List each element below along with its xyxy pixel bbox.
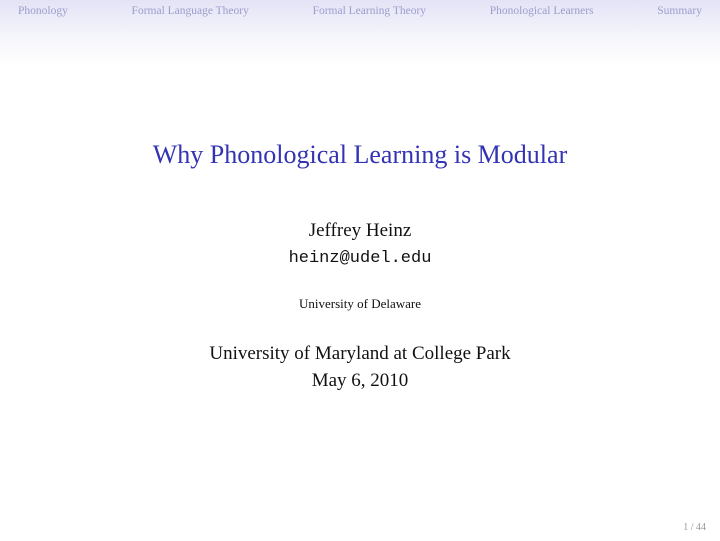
nav-item-phonology[interactable]: Phonology bbox=[18, 5, 68, 17]
slide-title: Why Phonological Learning is Modular bbox=[152, 140, 568, 169]
author-name: Jeffrey Heinz bbox=[308, 220, 412, 241]
nav-item-formal-language-theory[interactable]: Formal Language Theory bbox=[131, 5, 249, 17]
venue: University of Maryland at College Park bbox=[209, 343, 511, 364]
nav-item-formal-learning-theory[interactable]: Formal Learning Theory bbox=[312, 5, 427, 17]
presentation-date: May 6, 2010 bbox=[311, 370, 409, 391]
nav-item-summary[interactable]: Summary bbox=[657, 5, 702, 17]
nav-item-phonological-learners[interactable]: Phonological Learners bbox=[489, 5, 594, 17]
author-email: heinz@udel.edu bbox=[288, 249, 432, 268]
institution: University of Delaware bbox=[298, 296, 421, 311]
section-navigation bbox=[0, 0, 720, 22]
page-number: 1 / 44 bbox=[683, 522, 706, 533]
